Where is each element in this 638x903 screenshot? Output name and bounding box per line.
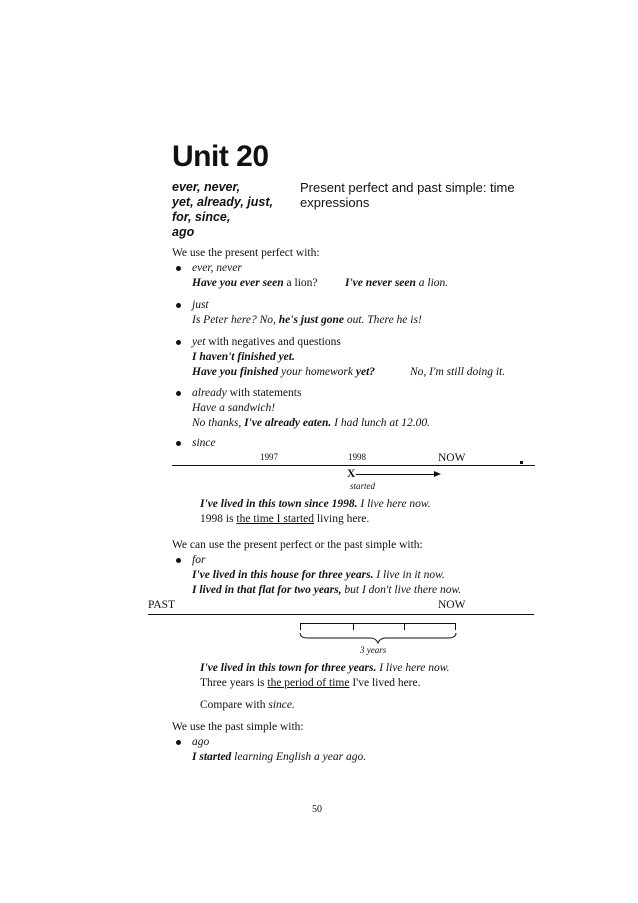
brace-icon bbox=[298, 632, 458, 644]
bullet-icon bbox=[176, 558, 181, 563]
label-already: already with statements bbox=[192, 387, 302, 399]
explain-since: 1998 is the time I started living here. bbox=[200, 513, 370, 525]
bullet-icon bbox=[176, 266, 181, 271]
example-already-2: No thanks, I've already eaten. I had lunch at 12.00. bbox=[192, 417, 430, 429]
timeline-caption: started bbox=[350, 481, 376, 491]
topic-line: for, since, bbox=[172, 210, 231, 224]
example-for-1: I've lived in this house for three years. I live in it now. bbox=[192, 569, 445, 581]
subtitle-line: Present perfect and past simple: time bbox=[300, 180, 515, 195]
label-for: for bbox=[192, 554, 206, 566]
label-since: since bbox=[192, 437, 216, 449]
example-since: I've lived in this town since 1998. I live here now. bbox=[200, 498, 431, 510]
explain-for: Three years is the period of time I've lived here. bbox=[200, 677, 421, 689]
example-already-1: Have a sandwich! bbox=[192, 402, 276, 414]
page-number: 50 bbox=[312, 804, 322, 815]
period-tick bbox=[300, 623, 301, 630]
example-never: I've never seen a lion. bbox=[345, 277, 449, 289]
example-yet-1: I haven't finished yet. bbox=[192, 351, 295, 363]
example-yet-3: No, I'm still doing it. bbox=[410, 366, 506, 378]
label-yet: yet with negatives and questions bbox=[192, 336, 341, 348]
topic-list bbox=[172, 180, 273, 240]
timeline-tick-1998: 1998 bbox=[348, 452, 366, 462]
timeline-past-label: PAST bbox=[148, 599, 176, 611]
bullet-icon bbox=[176, 340, 181, 345]
timeline-now-label: NOW bbox=[438, 599, 466, 611]
topic-line: ago bbox=[172, 225, 195, 239]
timeline-tick-now: NOW bbox=[438, 452, 466, 464]
bullet-icon bbox=[176, 303, 181, 308]
label-ago: ago bbox=[192, 736, 210, 748]
example-yet-2: Have you finished your homework yet? bbox=[192, 366, 376, 378]
timeline-tick-1997: 1997 bbox=[260, 452, 278, 462]
period-tick bbox=[455, 623, 456, 630]
timeline-arrow-line bbox=[356, 474, 436, 475]
period-tick bbox=[404, 623, 405, 630]
brace-caption: 3 years bbox=[360, 645, 387, 655]
period-tick bbox=[353, 623, 354, 630]
timeline-dot bbox=[520, 461, 523, 464]
timeline-marker: X bbox=[347, 468, 356, 480]
timeline-axis bbox=[172, 465, 535, 466]
period-bar bbox=[300, 623, 456, 624]
arrow-right-icon bbox=[434, 471, 441, 477]
topic-line: yet, already, just, bbox=[172, 195, 273, 209]
topic-line: ever, never, bbox=[172, 180, 241, 194]
unit-title: Unit 20 bbox=[172, 140, 269, 173]
bullet-icon bbox=[176, 740, 181, 745]
bullet-icon bbox=[176, 391, 181, 396]
timeline-axis bbox=[148, 614, 534, 615]
example-ago: I started learning English a year ago. bbox=[192, 751, 367, 763]
intro-compare: We can use the present perfect or the past simple with: bbox=[172, 539, 423, 551]
subtitle-line: expressions bbox=[300, 195, 370, 210]
example-ever: Have you ever seen a lion? bbox=[192, 277, 318, 289]
intro-past-simple: We use the past simple with: bbox=[172, 721, 304, 733]
bullet-icon bbox=[176, 441, 181, 446]
label-just: just bbox=[192, 299, 209, 311]
compare-with-since: Compare with since. bbox=[200, 699, 295, 711]
example-for-2: I lived in that flat for two years, but I don't live there now. bbox=[192, 584, 462, 596]
example-for-3: I've lived in this town for three years. I live here now. bbox=[200, 662, 450, 674]
intro-present-perfect: We use the present perfect with: bbox=[172, 247, 320, 259]
example-just: Is Peter here? No, he's just gone out. There he is! bbox=[192, 314, 422, 326]
unit-subtitle bbox=[300, 180, 515, 210]
label-ever-never: ever, never bbox=[192, 262, 242, 274]
